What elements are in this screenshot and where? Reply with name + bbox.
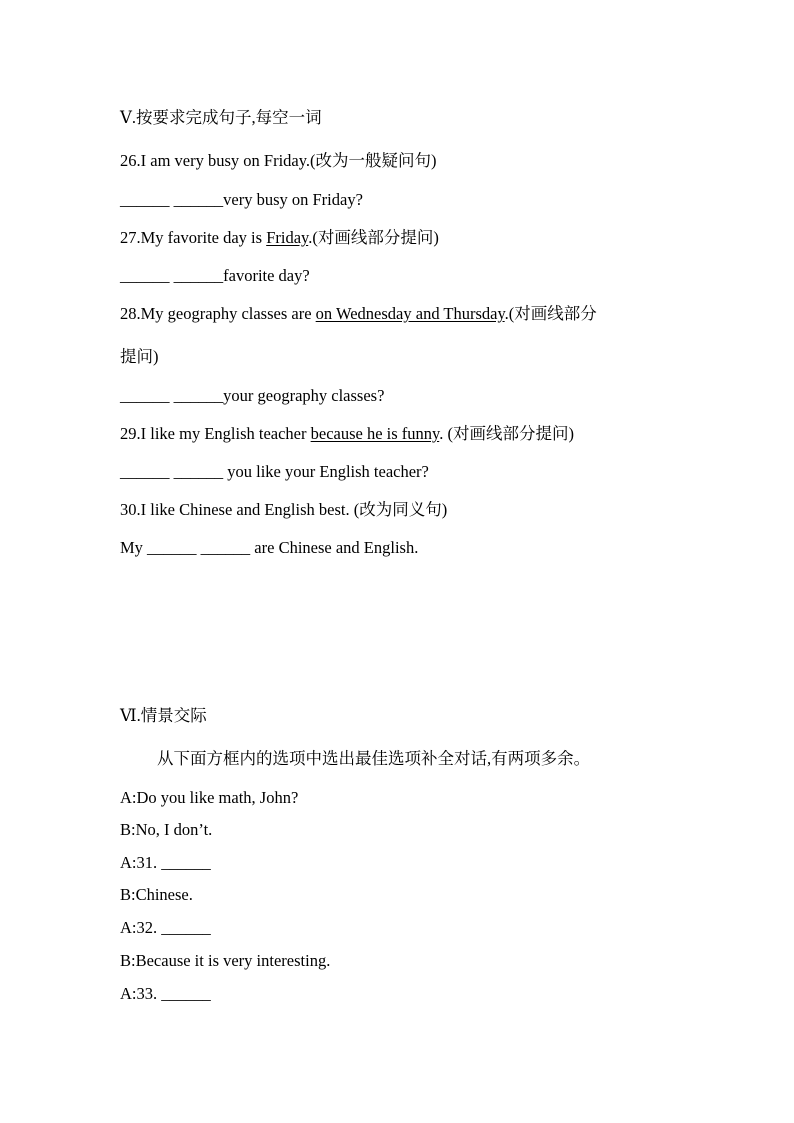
answer-30: My ______ ______ are Chinese and English. <box>120 538 419 557</box>
q29-instruction: . (对画线部分提问) <box>439 424 574 443</box>
question-30: 30.I like Chinese and English best. (改为同义句) <box>120 500 448 519</box>
question-28-continued: 提问) <box>120 347 159 366</box>
answer-27: ______ ______favorite day? <box>120 266 310 285</box>
section-6-heading: Ⅵ.情景交际 <box>120 706 207 725</box>
answer-28: ______ ______your geography classes? <box>120 386 385 405</box>
q27-underlined: Friday <box>266 228 309 247</box>
q27-instruction: .(对画线部分提问) <box>308 228 439 247</box>
q28-text: 28.My geography classes are <box>120 304 316 323</box>
dialogue-line: B:Because it is very interesting. <box>120 951 331 970</box>
dialogue-line: A:33. ______ <box>120 984 211 1003</box>
answer-26: ______ ______very busy on Friday? <box>120 190 363 209</box>
section-6-instruction: 从下面方框内的选项中选出最佳选项补全对话,有两项多余。 <box>157 749 591 768</box>
dialogue-line: B:Chinese. <box>120 885 193 904</box>
dialogue-line: A:31. ______ <box>120 853 211 872</box>
dialogue-line: A:Do you like math, John? <box>120 788 299 807</box>
q29-text: 29.I like my English teacher <box>120 424 311 443</box>
question-29 <box>120 424 574 444</box>
section-5-heading: Ⅴ.按要求完成句子,每空一词 <box>120 108 322 127</box>
answer-29: ______ ______ you like your English teacher? <box>120 462 429 481</box>
q29-underlined: because he is funny <box>310 424 440 443</box>
q28-instruction: .(对画线部分 <box>504 304 597 323</box>
q27-text: 27.My favorite day is <box>120 228 267 247</box>
question-28 <box>120 304 597 324</box>
dialogue-line: A:32. ______ <box>120 918 211 937</box>
question-26: 26.I am very busy on Friday.(改为一般疑问句) <box>120 151 437 170</box>
q28-underlined: on Wednesday and Thursday <box>315 304 505 323</box>
question-27 <box>120 228 439 248</box>
dialogue-line: B:No, I don’t. <box>120 820 213 839</box>
